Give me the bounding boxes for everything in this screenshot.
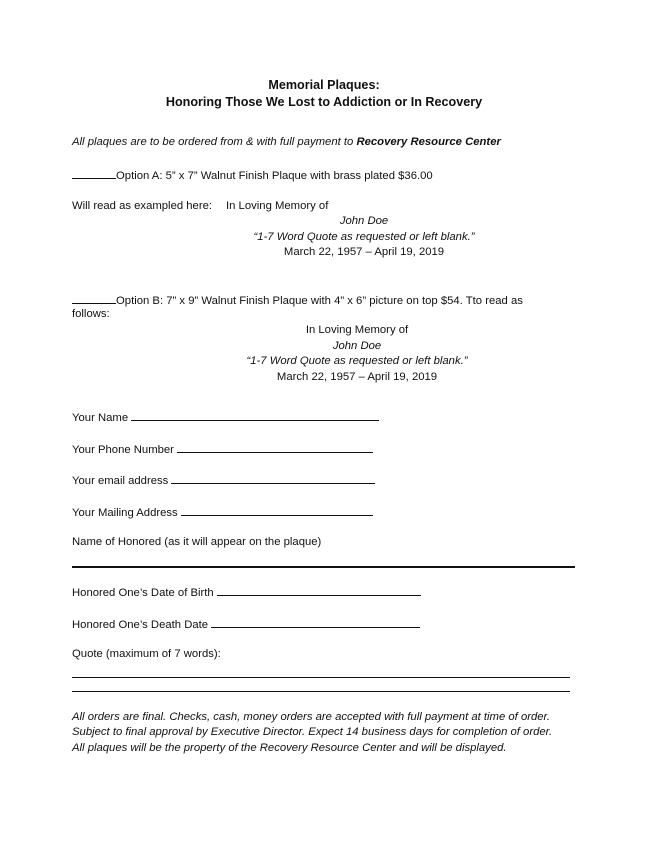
option-b-line-4: March 22, 1957 – April 19, 2019 bbox=[276, 370, 438, 383]
death-label: Honored One’s Death Date bbox=[72, 619, 209, 631]
mailing-field bbox=[72, 505, 373, 519]
option-a-line-1: In Loving Memory of bbox=[226, 200, 329, 212]
email-field bbox=[72, 473, 375, 487]
honored-name-label: Name of Honored (as it will appear on the plaque) bbox=[72, 536, 322, 548]
option-a-checkbox-blank[interactable] bbox=[72, 168, 116, 179]
footer-line-3: All plaques will be the property of the Recovery Resource Center and will be displayed. bbox=[72, 742, 507, 754]
phone-label: Your Phone Number bbox=[72, 444, 174, 456]
option-a bbox=[72, 168, 433, 182]
birth-label: Honored One’s Date of Birth bbox=[72, 587, 214, 599]
option-b-checkbox-blank[interactable] bbox=[72, 293, 116, 304]
page-title-line-2: Honoring Those We Lost to Addiction or In Recovery bbox=[165, 95, 483, 109]
name-label: Your Name bbox=[72, 412, 129, 424]
option-b-line-3: “1-7 Word Quote as requested or left blank.” bbox=[246, 355, 468, 367]
email-input-line[interactable] bbox=[171, 473, 375, 484]
name-input-line[interactable] bbox=[131, 410, 379, 421]
email-label: Your email address bbox=[72, 475, 169, 487]
mailing-input-line[interactable] bbox=[181, 505, 373, 516]
option-a-line-2: John Doe bbox=[339, 215, 389, 227]
option-b bbox=[72, 293, 523, 307]
option-b-plaque-text bbox=[200, 324, 514, 386]
name-field bbox=[72, 410, 379, 424]
option-a-line-3: “1-7 Word Quote as requested or left blank.” bbox=[253, 230, 475, 243]
intro-text bbox=[72, 136, 501, 148]
quote-input-line-2[interactable] bbox=[72, 691, 570, 692]
intro-org-name: Recovery Resource Center bbox=[356, 136, 501, 148]
option-a-example-prefix: Will read as exampled here: bbox=[72, 200, 213, 212]
birth-input-line[interactable] bbox=[217, 585, 421, 596]
option-b-line-2: John Doe bbox=[332, 339, 382, 352]
option-a-plaque-text bbox=[200, 215, 528, 262]
phone-field bbox=[72, 442, 373, 456]
intro-text-body: All plaques are to be ordered from & with full payment to bbox=[72, 136, 357, 148]
quote-input-line-1[interactable] bbox=[72, 677, 570, 678]
honored-name-input-line[interactable] bbox=[72, 566, 575, 568]
death-field bbox=[72, 617, 420, 631]
option-b-line-1: In Loving Memory of bbox=[305, 324, 409, 336]
option-b-label: Option B: 7” x 9” Walnut Finish Plaque with 4” x 6” picture on top $54. Tto read as bbox=[116, 295, 523, 307]
birth-field bbox=[72, 585, 421, 599]
option-a-line-4: March 22, 1957 – April 19, 2019 bbox=[283, 246, 445, 258]
option-b-label-cont: follows: bbox=[72, 308, 110, 320]
page-title-line-1: Memorial Plaques: bbox=[268, 78, 380, 92]
death-input-line[interactable] bbox=[211, 617, 420, 628]
mailing-label: Your Mailing Address bbox=[72, 507, 178, 519]
option-a-label: Option A: 5” x 7” Walnut Finish Plaque with brass plated $36.00 bbox=[116, 170, 433, 182]
phone-input-line[interactable] bbox=[177, 442, 373, 453]
footer-line-1: All orders are final. Checks, cash, money orders are accepted with full payment at time of order. bbox=[72, 711, 551, 723]
footer-line-2: Subject to final approval by Executive Director. Expect 14 business days for completion of order. bbox=[72, 726, 553, 738]
quote-label: Quote (maximum of 7 words): bbox=[72, 648, 221, 660]
